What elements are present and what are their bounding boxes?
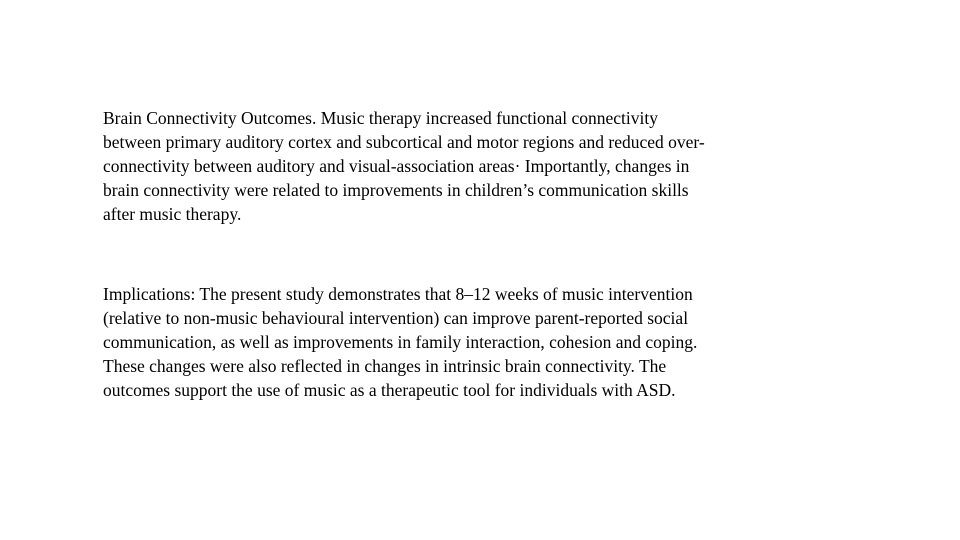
brain-connectivity-outcomes-paragraph: [103, 106, 705, 226]
text-line: connectivity between auditory and visual-association areas· Importantly, changes in: [103, 156, 690, 176]
implications-paragraph: [103, 282, 697, 402]
text-line: Brain Connectivity Outcomes. Music therapy increased functional connectivity: [103, 108, 658, 128]
text-line: outcomes support the use of music as a therapeutic tool for individuals with ASD.: [103, 380, 676, 400]
text-line: brain connectivity were related to improvements in children’s communication skills: [103, 180, 689, 200]
text-line: between primary auditory cortex and subcortical and motor regions and reduced over-: [103, 132, 705, 152]
text-line: communication, as well as improvements in family interaction, cohesion and coping.: [103, 332, 698, 352]
text-line: These changes were also reflected in changes in intrinsic brain connectivity. The: [103, 356, 667, 376]
text-line: (relative to non-music behavioural intervention) can improve parent-reported social: [103, 308, 689, 328]
text-line: Implications: The present study demonstrates that 8–12 weeks of music intervention: [103, 284, 693, 304]
text-line: after music therapy.: [103, 204, 242, 224]
